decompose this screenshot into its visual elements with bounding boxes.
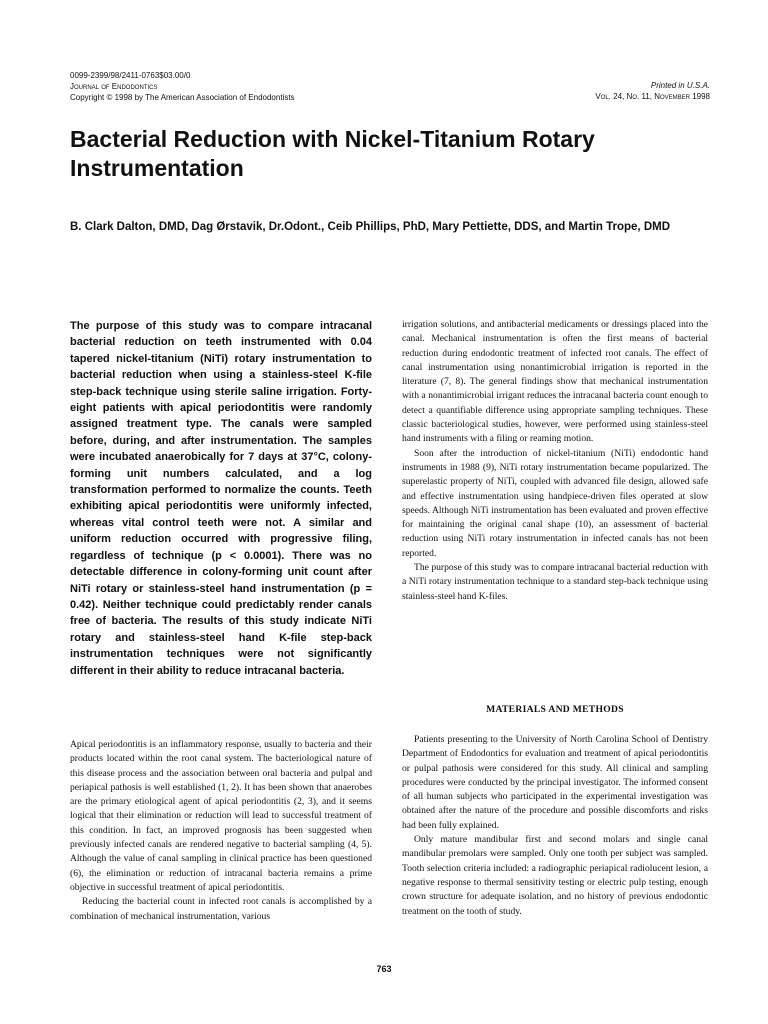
article-title: Bacterial Reduction with Nickel-Titanium Rotary Instrumentation	[70, 126, 595, 181]
section-heading: MATERIALS AND METHODS	[486, 704, 624, 715]
materials-methods	[402, 733, 708, 919]
paragraph: irrigation solutions, and antibacterial medicaments or dressings placed into the canal. Mechanical instrumentation is often the first means of bacterial reduction during endodontic treatment of infected root canals. The effect of canal instrumentation using nonantimicrobial irrigation is reported in the literature (7, 8). The general findings show that mechanical instrumentation with a nonantimicrobial irrigant reduces the intracanal bacteria count enough to detect a quantifiable difference using appropriate sampling techniques. These classic bacteriological studies, however, were performed using stainless-steel hand instruments with a filing or reaming motion.	[402, 319, 708, 445]
copyright-line: Copyright © 1998 by The American Association of Endodontists	[70, 93, 295, 102]
paragraph: Only mature mandibular first and second molars and single canal mandibular premolars were sampled. Only one tooth per subject was sampled. Tooth selection criteria included: a radiographic periapical radiolucent lesion, a negative response to thermal sensitivity testing or electric pulp testing, enough crown structure for adequate isolation, and no history of previous endodontic treatment on the tooth of study.	[402, 834, 708, 917]
author-list: B. Clark Dalton, DMD, Dag Ørstavik, Dr.Odont., Ceib Phillips, PhD, Mary Pettiette, DDS, and Martin Trope, DMD	[70, 221, 671, 233]
printed-in: Printed in U.S.A.	[650, 81, 710, 90]
paragraph: Reducing the bacterial count in infected root canals is accomplished by a combination of mechanical instrumentation, various	[70, 896, 372, 922]
journal-header	[70, 70, 430, 103]
paragraph: Soon after the introduction of nickel-titanium (NiTi) endodontic hand instruments in 1988 (9), NiTi rotary instrumentation became popularized. The superelastic property of NiTi, coupled with advanced file design, allowed safe and effective instrumentation using handpiece-driven files operated at slow speeds. Although NiTi instrumentation has been evaluated and proven effective for maintaining the original canal shape (10), an assessment of bacterial reduction using NiTi rotary instrumentation in infected canals has not been reported.	[402, 447, 708, 559]
paragraph: The purpose of this study was to compare intracanal bacterial reduction with a NiTi rotary instrumentation technique to a standard step-back technique using stainless-steel hand K-files.	[402, 562, 708, 602]
issue-header	[410, 80, 710, 102]
paragraph: Apical periodontitis is an inflammatory response, usually to bacteria and their products located within the root canal system. The bacteriological nature of this disease process and the association between oral bacteria and pulpal and periapical pathosis is well established (1, 2). It has been shown that anaerobes are the primary etiological agent of apical periodontitis (2, 3), and it seems logical that their elimination or reduction will lead to successful treatment of this condition. In fact, an improved prognosis has been suggested when previously infected canals are rendered negative to bacterial sampling (4, 5). Although the value of canal sampling in clinical practice has been questioned (6), the elimination or reduction of intracanal bacteria remains a prime objective in successful treatment of apical periodontitis.	[70, 739, 372, 893]
page-number: 763	[376, 964, 392, 974]
journal-name: Journal of Endodontics	[70, 82, 158, 91]
article-code: 0099-2399/98/2411-0763$03.00/0	[70, 71, 191, 80]
paragraph: Patients presenting to the University of North Carolina School of Dentistry Department of Endodontics for evaluation and treatment of apical periodontitis or pulpal pathosis were considered for this study. All clinical and sampling procedures were conducted by the principal investigator. The informed consent of all human subjects who participated in the experimental investigation was obtained after the nature of the procedure and possible discomforts and risks had been fully explained.	[402, 734, 708, 831]
introduction	[70, 738, 372, 924]
abstract: The purpose of this study was to compare intracanal bacterial reduction on teeth instrumented with 0.04 tapered nickel-titanium (NiTi) rotary instrumentation to bacterial reduction when using a stainless-steel K-file step-back technique using sterile saline irrigation. Forty-eight patients with apical periodontitis were randomly assigned treatment type. The canals were sampled before, during, and after instrumentation. The samples were incubated anaerobically for 7 days at 37°C, colony-forming unit numbers calculated, and a log transformation performed to normalize the counts. Teeth exhibiting apical periodontitis were uniformly infected, whereas vital control teeth were not. A similar and uniform reduction occurred with progressive filing, regardless of technique (p < 0.0001). There was no detectable difference in colony-forming unit count after NiTi rotary or stainless-steel hand instrumentation (p = 0.42). Neither technique could predictably render canals free of bacteria. The results of this study indicate NiTi rotary and stainless-steel hand K-file step-back instrumentation techniques were not significantly different in their ability to reduce intracanal bacteria.	[70, 320, 372, 677]
volume-issue: Vol. 24, No. 11, November 1998	[595, 92, 710, 101]
introduction-continued	[402, 318, 708, 604]
